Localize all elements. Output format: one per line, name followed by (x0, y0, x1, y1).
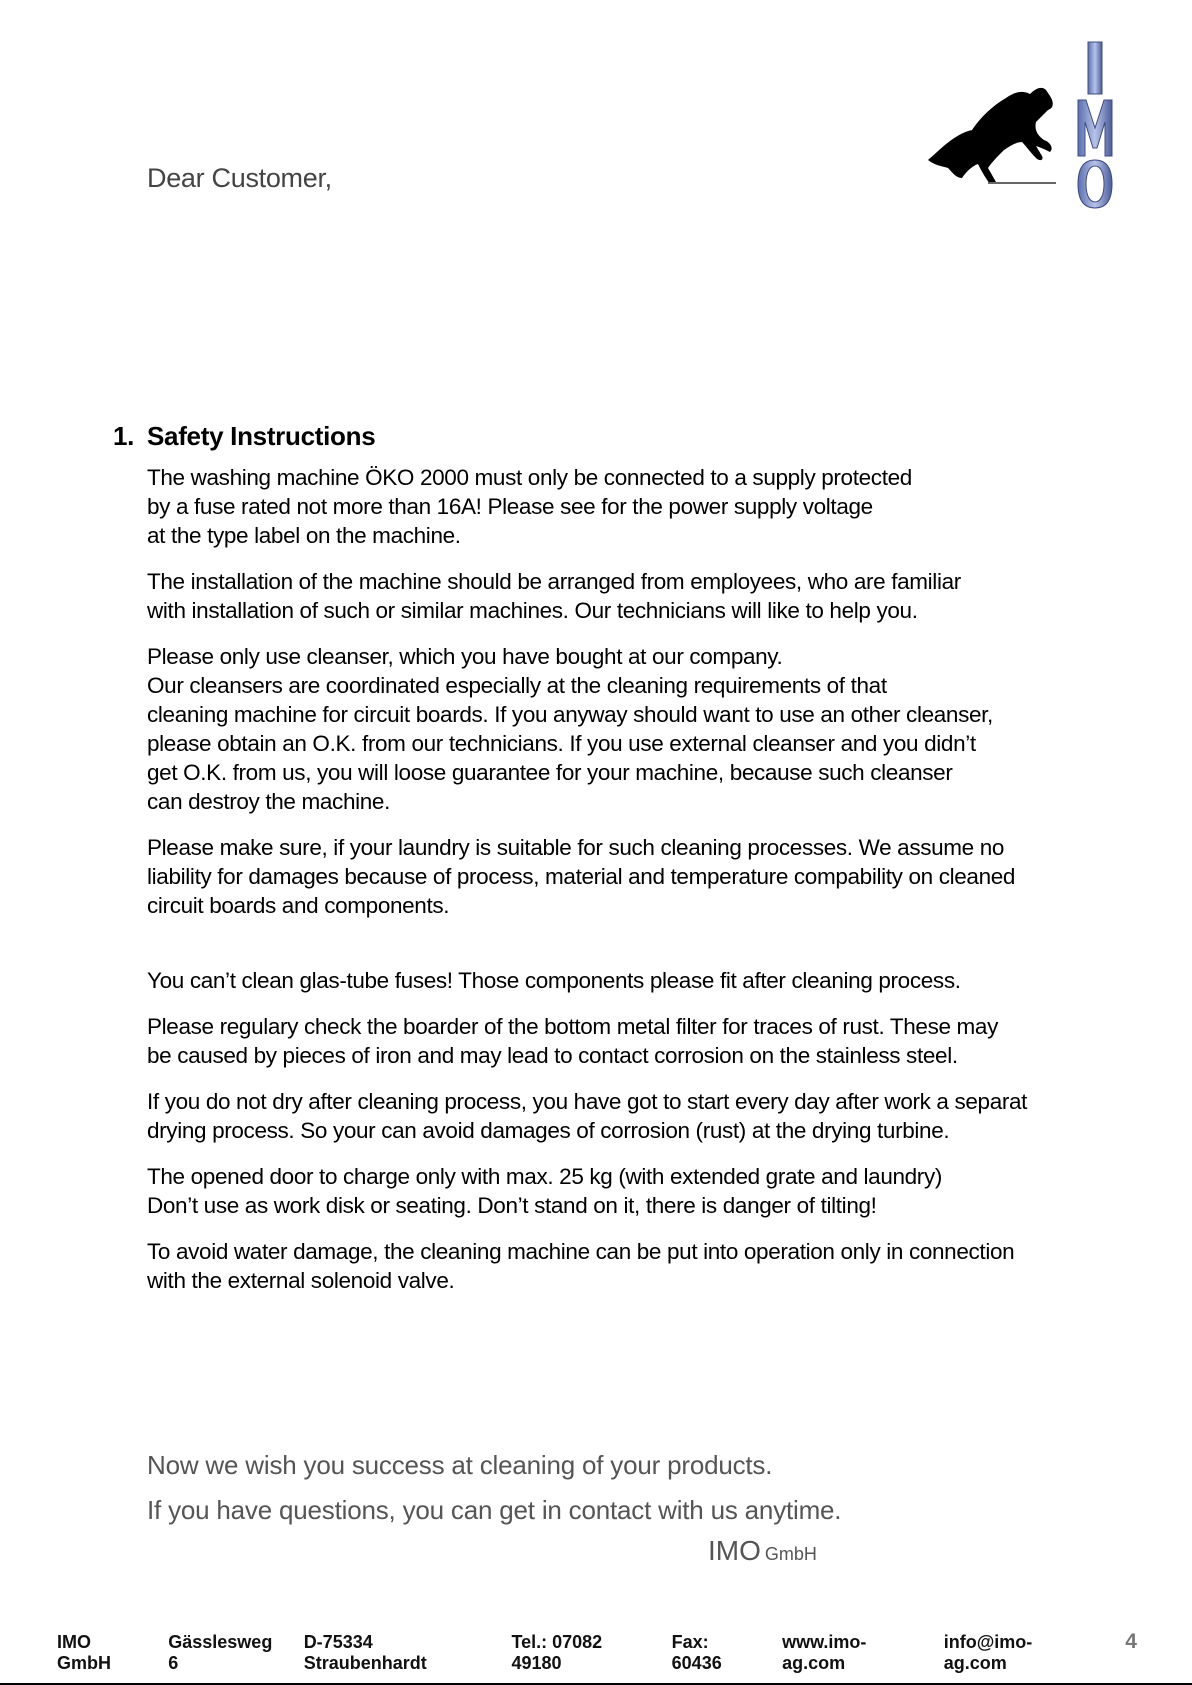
paragraph: The washing machine ÖKO 2000 must only be connected to a supply protected by a fuse rated not more than 16A! Please see for the power supply voltage at the type label on the machine. (147, 465, 912, 548)
closing-line: If you have questions, you can get in contact with us anytime. (147, 1495, 842, 1525)
closing-text (147, 1443, 841, 1533)
paragraph: Please only use cleanser, which you have bought at our company. Our cleansers are coordinated especially at the cleaning requirements of that cleaning machine for circuit boards. If you anyway should want to use an other cleanser, please obtain an O.K. from our technicians. If you use external cleanser and you didn’t get O.K. from us, you will loose guarantee for your machine, because such cleanser can destroy the machine. (147, 644, 993, 814)
safety-instructions-body (147, 463, 1047, 1312)
page-footer (57, 1630, 1137, 1674)
closing-line: Now we wish you success at cleaning of your products. (147, 1450, 773, 1480)
paragraph: If you do not dry after cleaning process, you have got to start every day after work a separat drying process. So your can avoid damages of corrosion (rust) at the drying turbine. (147, 1089, 1028, 1143)
signature-suffix: GmbH (764, 1544, 817, 1564)
horse-icon (928, 88, 1056, 184)
paragraph: To avoid water damage, the cleaning machine can be put into operation only in connection with the external solenoid valve. (147, 1239, 1015, 1293)
page-number: 4 (1125, 1630, 1137, 1653)
section-heading (113, 421, 375, 452)
paragraph: The installation of the machine should be arranged from employees, who are familiar with installation of such or similar machines. Our technicians will like to help you. (147, 569, 961, 623)
footer-web: www.imo-ag.com (782, 1632, 867, 1673)
greeting: Dear Customer, (147, 163, 332, 193)
footer-street: Gässlesweg 6 (168, 1632, 273, 1673)
footer-fax: Fax: 60436 (671, 1632, 722, 1673)
footer-tel: Tel.: 07082 49180 (511, 1632, 603, 1673)
footer-city: D-75334 Straubenhardt (303, 1632, 427, 1673)
footer-email: info@imo-ag.com (943, 1632, 1033, 1673)
signature (708, 1535, 817, 1567)
footer-company: IMO GmbH (57, 1632, 111, 1673)
paragraph: Please regulary check the boarder of the bottom metal filter for traces of rust. These may be caused by pieces of iron and may lead to contact corrosion on the stainless steel. (147, 1014, 998, 1068)
section-number: 1. (113, 421, 135, 451)
paragraph: Please make sure, if your laundry is suitable for such cleaning processes. We assume no liability for damages because of process, material and temperature compability on cleaned circuit boards and components. (147, 835, 1016, 918)
signature-company: IMO (708, 1535, 761, 1566)
section-title: Safety Instructions (147, 421, 376, 451)
paragraph: The opened door to charge only with max. 25 kg (with extended grate and laundry) Don’t use as work disk or seating. Don’t stand on it, there is danger of tilting! (147, 1164, 942, 1218)
paragraph: You can’t clean glas-tube fuses! Those components please fit after cleaning process. (147, 968, 961, 993)
imo-letters (1078, 42, 1112, 208)
imo-logo (918, 38, 1128, 228)
